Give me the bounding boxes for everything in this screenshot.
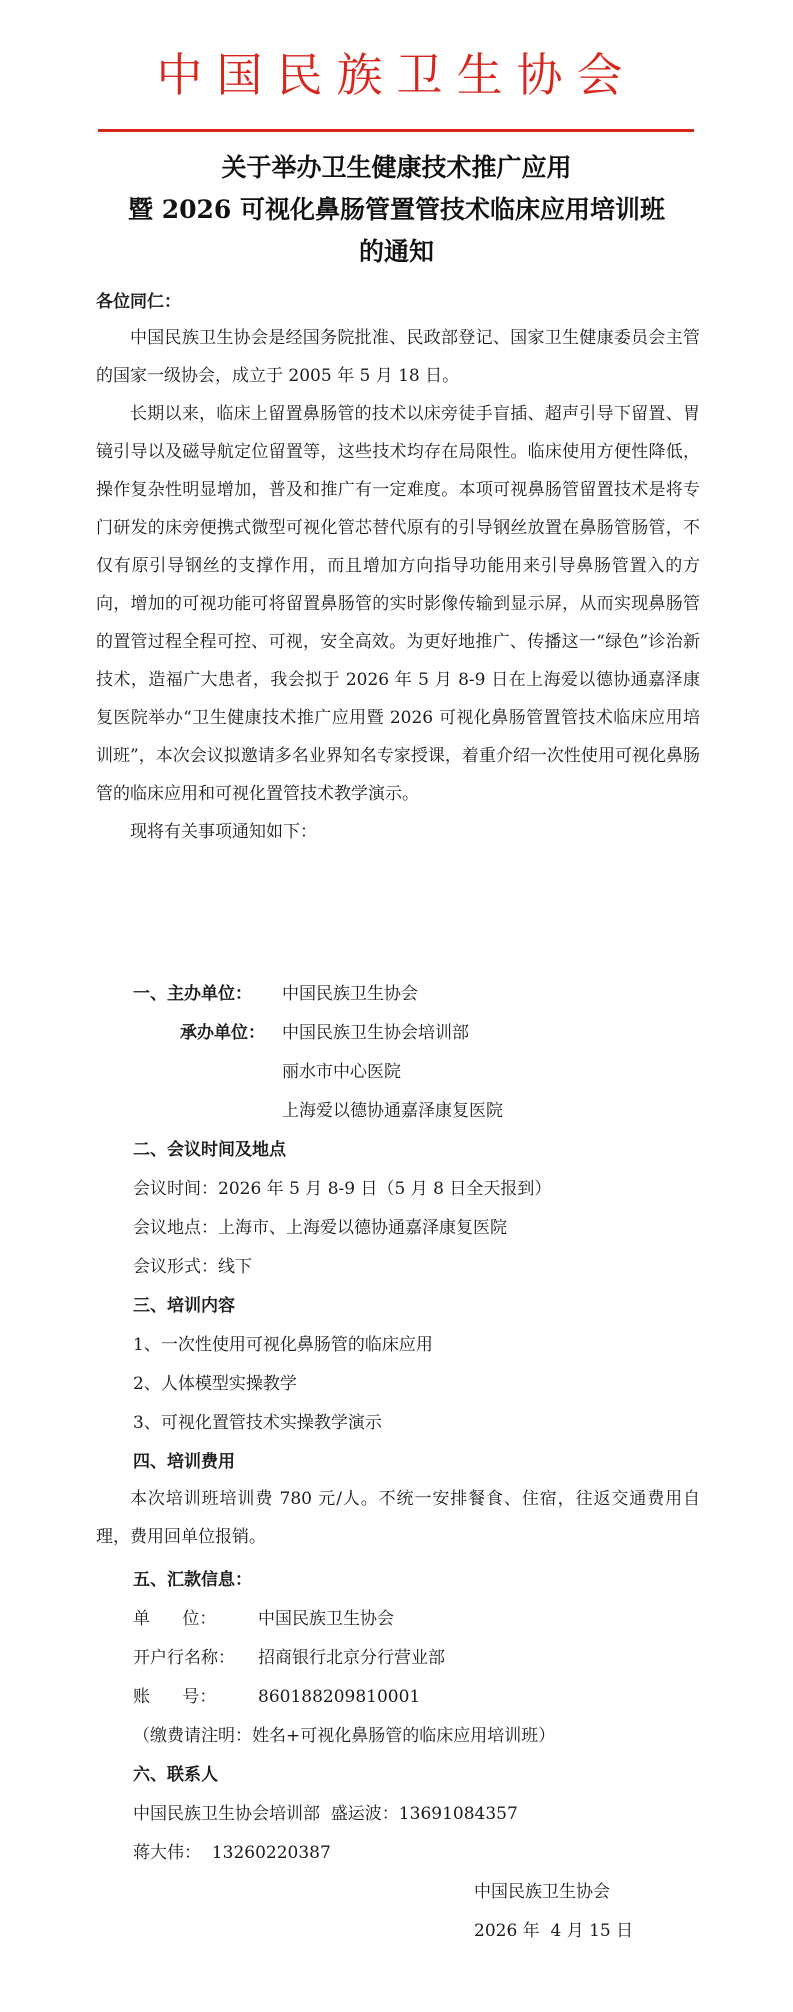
meeting-time: 会议时间：2026 年 5 月 8-9 日（5 月 8 日全天报到） xyxy=(133,1179,552,1199)
meeting-place: 会议地点：上海市、上海爱以德协通嘉泽康复医院 xyxy=(133,1218,507,1238)
organizer-1: 中国民族卫生协会培训部 xyxy=(282,1023,469,1043)
host-unit: 中国民族卫生协会 xyxy=(282,984,418,1004)
paragraph-intro-org: 中国民族卫生协会是经国务院批准、民政部登记、国家卫生健康委员会主管的国家一级协会，成立于 2005 年 5 月 18 日。 xyxy=(96,328,700,386)
organizer-3: 上海爱以德协通嘉泽康复医院 xyxy=(282,1101,503,1121)
title-line-2: 暨 2026 可视化鼻肠管置管技术临床应用培训班 xyxy=(128,195,665,224)
remit-unit-label: 单 位： xyxy=(133,1609,217,1629)
signature-date: 2026 年 4 月 15 日 xyxy=(474,1921,634,1941)
remit-note: （缴费请注明：姓名+可视化鼻肠管的临床应用培训班） xyxy=(133,1726,556,1746)
contact-2: 蒋大伟： 13260220387 xyxy=(133,1843,331,1863)
training-item-1: 1、一次性使用可视化鼻肠管的临床应用 xyxy=(133,1335,433,1355)
section-2-heading: 二、会议时间及地点 xyxy=(133,1140,286,1160)
meeting-format: 会议形式：线下 xyxy=(133,1257,252,1277)
title-line-1: 关于举办卫生健康技术推广应用 xyxy=(221,153,572,182)
fee-text-block xyxy=(96,1480,700,1556)
section-1-heading: 一、主办单位： xyxy=(133,984,252,1004)
training-item-3: 3、可视化置管技术实操教学演示 xyxy=(133,1413,382,1433)
signature-org: 中国民族卫生协会 xyxy=(474,1882,610,1902)
organizer-2: 丽水市中心医院 xyxy=(282,1062,401,1082)
remit-bank-label: 开户行名称： xyxy=(133,1648,235,1668)
paragraph-notice-intro: 现将有关事项通知如下： xyxy=(130,822,317,842)
title-line-3: 的通知 xyxy=(358,237,434,266)
salutation: 各位同仁： xyxy=(96,292,181,312)
section-5-heading: 五、汇款信息： xyxy=(133,1570,252,1590)
fee-text: 本次培训班培训费 780 元/人。不统一安排餐食、住宿，往返交通费用自理，费用回单位报销。 xyxy=(96,1489,700,1547)
org-header: 中国民族卫生协会 xyxy=(156,48,637,102)
section-4-heading: 四、培训费用 xyxy=(133,1452,235,1472)
organizer-label: 承办单位： xyxy=(180,1023,265,1043)
remit-account: 860188209810001 xyxy=(258,1687,421,1707)
paragraph-background: 长期以来，临床上留置鼻肠管的技术以床旁徒手盲插、超声引导下留置、胃镜引导以及磁导航定位留置等，这些技术均存在局限性。临床使用方便性降低，操作复杂性明显增加，普及和推广有一定难度。本项可视鼻肠管留置技术是将专门研发的床旁便携式微型可视化管芯替代原有的引导钢丝放置在鼻肠管肠管，不仅有原引导钢丝的支撑作用，而且增加方向指导功能用来引导鼻肠管置入的方向，增加的可视功能可将留置鼻肠管的实时影像传输到显示屏，从而实现鼻肠管的置管过程全程可控、可视，安全高效。为更好地推广、传播这一“绿色”诊治新技术，造福广大患者，我会拟于 2026 年 5 月 8-9 日在上海爱以德协通嘉泽康复医院举办“卫生健康技术推广应用暨 2026 可视化鼻肠管置管技术临床应用培训班”，本次会议拟邀请多名业界知名专家授课，着重介绍一次性使用可视化鼻肠管的临床应用和可视化置管技术教学演示。 xyxy=(96,404,700,804)
body-paragraphs xyxy=(96,319,700,851)
section-3-heading: 三、培训内容 xyxy=(133,1296,235,1316)
section-6-heading: 六、联系人 xyxy=(133,1765,218,1785)
header-divider xyxy=(98,129,694,132)
remit-unit: 中国民族卫生协会 xyxy=(258,1609,394,1629)
remit-account-label: 账 号： xyxy=(133,1687,217,1707)
remit-bank: 招商银行北京分行营业部 xyxy=(258,1648,445,1668)
training-item-2: 2、人体模型实操教学 xyxy=(133,1374,297,1394)
contact-1: 中国民族卫生协会培训部 盛运波：13691084357 xyxy=(133,1804,518,1824)
